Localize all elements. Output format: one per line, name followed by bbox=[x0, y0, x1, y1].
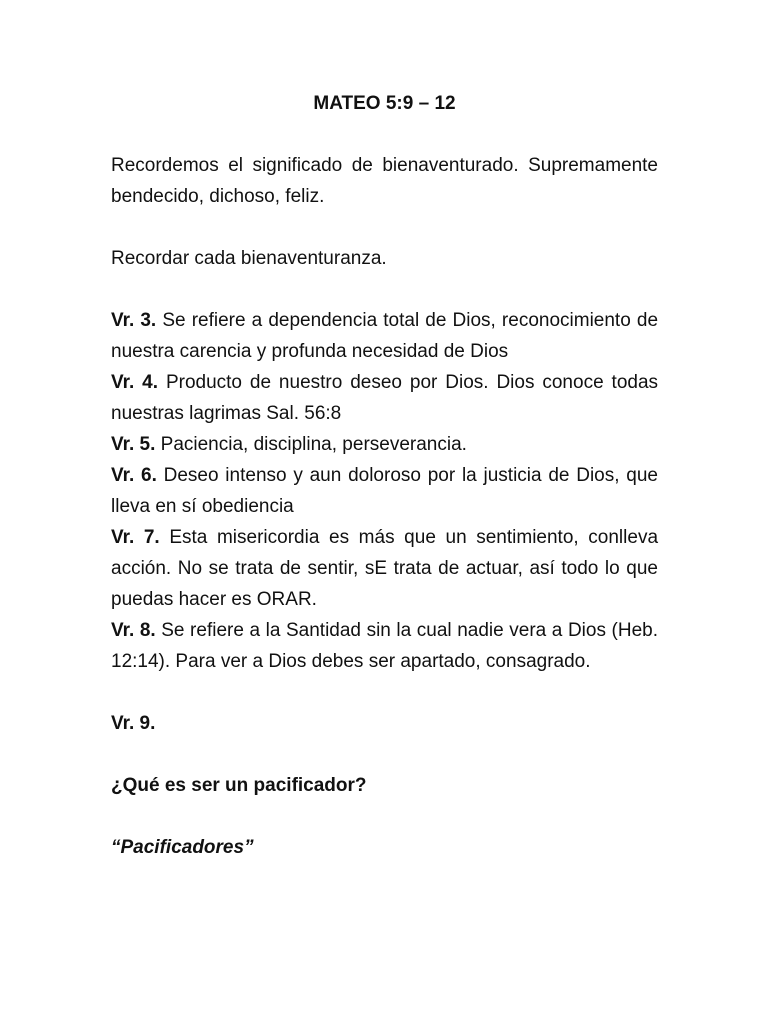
verse-label: Vr. 5. bbox=[111, 434, 156, 455]
verse-text: Producto de nuestro deseo por Dios. Dios conoce todas nuestras lagrimas Sal. 56:8 bbox=[111, 372, 659, 424]
verse-paragraph-6 bbox=[111, 460, 658, 522]
verse-label: Vr. 8. bbox=[111, 620, 156, 641]
spacer bbox=[111, 739, 658, 770]
question-heading: ¿Qué es ser un pacificador? bbox=[111, 775, 367, 796]
verse-paragraph-8 bbox=[111, 615, 658, 677]
quote-heading: “Pacificadores” bbox=[111, 837, 254, 858]
intro-paragraph: Recordemos el significado de bienaventurado. Supremamente bendecido, dichoso, feliz. bbox=[111, 155, 658, 207]
spacer bbox=[111, 274, 658, 305]
verse-text: Paciencia, disciplina, perseverancia. bbox=[160, 434, 467, 455]
spacer bbox=[111, 677, 658, 708]
verse-text: Esta misericordia es más que un sentimiento, conlleva acción. No se trata de sentir, sE trata de actuar, así todo lo que puedas hacer es ORAR. bbox=[111, 527, 659, 610]
verse-label: Vr. 4. bbox=[111, 372, 159, 393]
recall-paragraph: Recordar cada bienaventuranza. bbox=[111, 248, 387, 269]
verse-label: Vr. 6. bbox=[111, 465, 157, 486]
verse-paragraph-3 bbox=[111, 305, 658, 367]
verse-paragraph-7 bbox=[111, 522, 658, 615]
verse-label: Vr. 7. bbox=[111, 527, 160, 548]
verse-text: Se refiere a la Santidad sin la cual nadie vera a Dios (Heb. 12:14). Para ver a Dios debes ser apartado, consagrado. bbox=[111, 620, 658, 672]
verse-paragraph-5 bbox=[111, 429, 658, 460]
verse-9-heading: Vr. 9. bbox=[111, 713, 156, 734]
verse-label: Vr. 3. bbox=[111, 310, 157, 331]
document-body bbox=[111, 88, 658, 863]
verse-text: Deseo intenso y aun doloroso por la justicia de Dios, que lleva en sí obediencia bbox=[111, 465, 658, 517]
spacer bbox=[111, 212, 658, 243]
verse-text: Se refiere a dependencia total de Dios, reconocimiento de nuestra carencia y profunda necesidad de Dios bbox=[111, 310, 659, 362]
spacer bbox=[111, 801, 658, 832]
page-title: MATEO 5:9 – 12 bbox=[313, 93, 456, 114]
verse-paragraph-4 bbox=[111, 367, 658, 429]
